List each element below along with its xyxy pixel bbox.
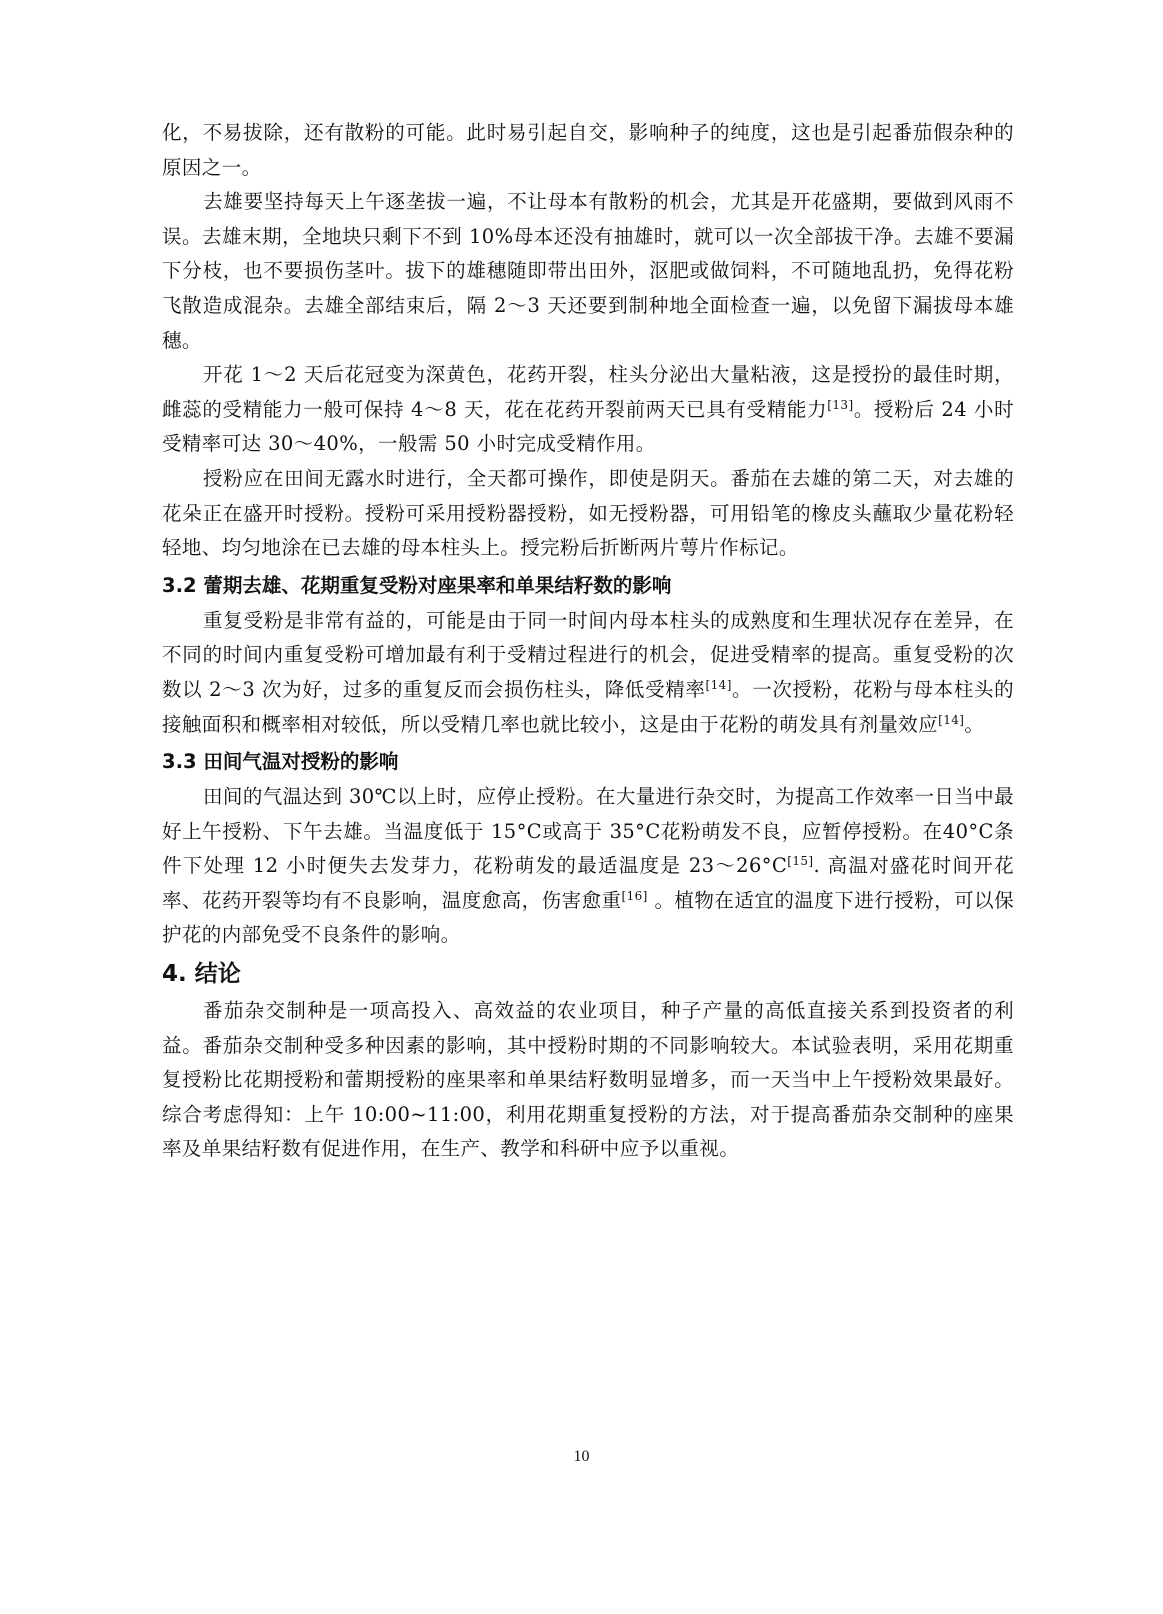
paragraph-conclusion	[162, 994, 1014, 1167]
paragraph-text: 重复受粉是非常有益的，可能是由于同一时间内母本柱头的成熟度和生理状况存在差异，在不同的时间内重复受粉可增加最有利于受精过程进行的机会，促进受精率的提高。重复受粉的次数以 2～3 次为好，过多的重复反而会损伤柱头，降低受精率	[162, 608, 1014, 701]
citation-ref: [14]	[938, 712, 965, 727]
paragraph-detasseling	[162, 185, 1014, 358]
citation-ref: [15]	[787, 854, 814, 869]
paragraph-pollination	[162, 462, 1014, 566]
page-body	[162, 116, 1014, 1167]
paragraph-text: 。授粉后 24 小时受精率可达 30～40%，一般需 50 小时完成受精作用。	[162, 397, 1014, 456]
section-heading-3-2: 3.2 蕾期去雄、花期重复受粉对座果率和单果结籽数的影响	[162, 573, 672, 597]
citation-ref: [16]	[621, 888, 648, 903]
paragraph-temperature	[162, 780, 1014, 953]
paragraph-text: 化，不易拔除，还有散粉的可能。此时易引起自交，影响种子的纯度，这也是引起番茄假杂种的原因之一。	[162, 121, 1014, 179]
paragraph-text: 授粉应在田间无露水时进行，全天都可操作，即使是阴天。番茄在去雄的第二天，对去雄的花朵正在盛开时授粉。授粉可采用授粉器授粉，如无授粉器，可用铅笔的橡皮头蘸取少量花粉轻轻地、均匀地涂在已去雄的母本柱头上。授完粉后折断两片萼片作标记。	[162, 466, 1014, 560]
paragraph-text: 去雄要坚持每天上午逐垄拔一遍，不让母本有散粉的机会，尤其是开花盛期，要做到风雨不误。去雄末期，全地块只剩下不到 10%母本还没有抽雄时，就可以一次全部拔干净。去雄不要漏下分枝，也不要损伤茎叶。拔下的雄穗随即带出田外，沤肥或做饲料，不可随地乱扔，免得花粉飞散造成混杂。去雄全部结束后，隔 2～3 天还要到制种地全面检查一遍，以免留下漏拔母本雄穗。	[162, 190, 1014, 352]
paragraph-text: 番茄杂交制种是一项高投入、高效益的农业项目，种子产量的高低直接关系到投资者的利益。番茄杂交制种受多种因素的影响，其中授粉时期的不同影响较大。本试验表明，采用花期重复授粉比花期授粉和蕾期授粉的座果率和单果结籽数明显增多，而一天当中上午授粉效果最好。综合考虑得知：上午 10:00~11:00，利用花期重复授粉的方法，对于提高番茄杂交制种的座果率及单果结籽数有促进作用，在生产、教学和科研中应予以重视。	[162, 999, 1014, 1161]
citation-ref: [14]	[705, 677, 732, 692]
paragraph-text: 开花 1～2 天后花冠变为深黄色，花药开裂，柱头分泌出大量粘液，这是授扮的最佳时期，雌蕊的受精能力一般可保持 4～8 天，花在花药开裂前两天已具有受精能力	[162, 363, 1014, 421]
paragraph-text: 。植物在适宜的温度下进行授粉，可以保护花的内部免受不良条件的影响。	[162, 888, 1014, 947]
paragraph-continued	[162, 116, 1014, 185]
paragraph-text: . 高温对盛花时间开花率、花药开裂等均有不良影响，温度愈高，伤害愈重	[162, 854, 1014, 912]
paragraph-text: 田间的气温达到 30℃以上时，应停止授粉。在大量进行杂交时，为提高工作效率一日当中最好上午授粉、下午去雄。当温度低于 15°C或高于 35°C花粉萌发不良，应暂停授粉。在40°C条件下处理 12 小时便失去发芽力，花粉萌发的最适温度是 23～26°C	[162, 785, 1014, 878]
citation-ref: [13]	[827, 397, 854, 412]
paragraph-text: 。	[964, 712, 985, 736]
paragraph-flowering	[162, 358, 1014, 462]
section-heading-conclusion: 4. 结论	[162, 961, 241, 988]
page-number: 10	[573, 1448, 590, 1465]
paragraph-text: 。一次授粉，花粉与母本柱头的接触面积和概率相对较低，所以受精几率也就比较小，这是由于花粉的萌发具有剂量效应	[162, 677, 1014, 736]
section-heading-3-3: 3.3 田间气温对授粉的影响	[162, 750, 399, 774]
paragraph-repeated-pollination	[162, 604, 1014, 742]
